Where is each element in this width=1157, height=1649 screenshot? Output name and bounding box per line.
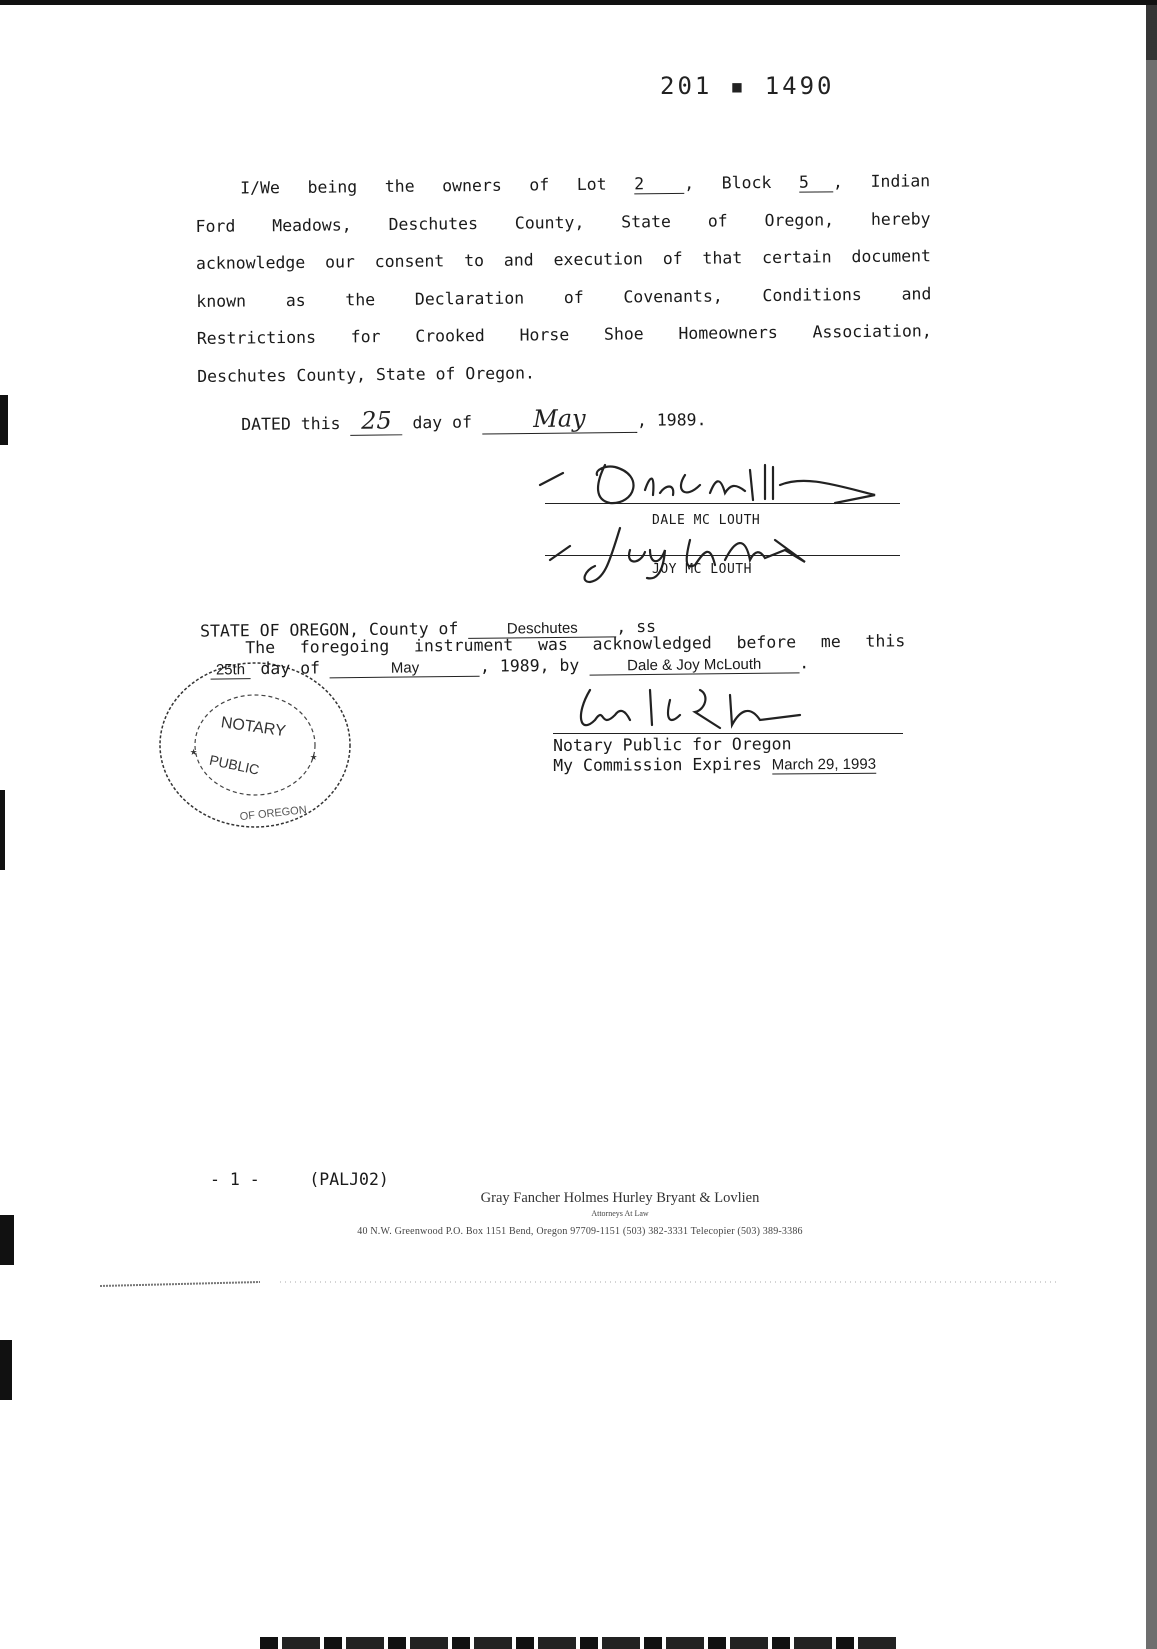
word-the: The — [245, 637, 276, 658]
body-line-2: Ford Meadows, Deschutes County, State of Oregon, hereby — [195, 208, 931, 236]
body-line-3: acknowledge our consent to and execution of that certain document — [195, 246, 932, 273]
page-footer — [210, 1170, 389, 1189]
commission-date: March 29, 1993 — [771, 755, 877, 774]
word-was: was — [537, 634, 568, 655]
ack-day-of: day of — [260, 658, 321, 679]
scan-edge-bottom — [260, 1637, 900, 1649]
page-marker: - 1 - — [210, 1170, 260, 1189]
ss-mark: , ss — [616, 616, 657, 637]
commission-line — [553, 754, 876, 777]
doc-code: (PALJ02) — [309, 1170, 389, 1189]
body-line-4: known as the Declaration of Covenants, Conditions and — [196, 283, 932, 311]
county-value: Deschutes — [468, 619, 616, 639]
seal-public-text: PUBLIC — [207, 751, 261, 778]
word-me: me — [820, 631, 841, 652]
consent-paragraph: I/We being the owners of Lot 2 , Block 5 , Indian Ford Meadows, Deschutes County, State of Oregon, hereby acknowledge our consent to and execution of that certain document known as the Declaration of Covenants, Conditions and Restrictions for Crooked Horse Shoe Homeowners Association, Deschutes County, State of Oregon. — [195, 162, 932, 395]
seal-star: ★ — [310, 749, 318, 763]
body-line-1: I/We being the owners of Lot — [240, 174, 607, 198]
word-this: this — [865, 631, 906, 651]
word-before: before — [736, 632, 797, 653]
signature-line-dale — [545, 503, 900, 504]
notary-title: Notary Public for Oregon — [553, 734, 792, 755]
firm-subtitle: Attorneys At Law — [591, 1209, 649, 1218]
firm-address: 40 N.W. Greenwood P.O. Box 1151 Bend, Oregon 97709-1151 (503) 382-3331 Telecopier (503) 389-3386 — [357, 1226, 803, 1237]
scan-speck — [0, 395, 8, 445]
signer-name-dale: DALE MC LOUTH — [652, 513, 761, 528]
ack-year-by: , 1989, by — [479, 655, 580, 676]
signature-notary — [560, 680, 860, 740]
dated-year: , 1989. — [636, 410, 707, 430]
notary-block — [553, 734, 876, 777]
ack-period: . — [799, 653, 810, 673]
dated-prefix: DATED this — [241, 413, 341, 434]
ack-month: May — [330, 659, 480, 679]
block-label: Block — [721, 172, 772, 193]
word-instrument: instrument — [413, 635, 514, 656]
scan-speck — [0, 1340, 12, 1400]
commission-prefix: My Commission Expires — [553, 754, 762, 775]
reference-number: 201 ▪ 1490 — [660, 72, 835, 100]
seal-notary-text: NOTARY — [219, 714, 287, 741]
scan-edge-top — [0, 0, 1157, 5]
dated-month: May — [482, 404, 637, 435]
firm-name: Gray Fancher Holmes Hurley Bryant & Lovlien — [480, 1190, 760, 1206]
word-foregoing: foregoing — [299, 636, 390, 657]
scan-speck — [0, 790, 5, 870]
scan-speck — [0, 1215, 14, 1265]
seal-star: ★ — [190, 744, 198, 758]
dated-day: 25 — [350, 406, 402, 436]
block-number: 5 — [799, 173, 833, 192]
acknowledgment-block — [170, 614, 940, 679]
signer-name-joy: JOY MC LOUTH — [652, 562, 752, 577]
ack-day: 25th — [210, 661, 250, 679]
lot-number: 2 — [634, 175, 684, 195]
state-prefix: STATE OF OREGON, County of — [199, 618, 459, 641]
scan-edge-right — [1146, 0, 1157, 1649]
scan-noise-row — [100, 1278, 1060, 1290]
body-line-5: Restrictions for Crooked Horse Shoe Homeowners Association, — [196, 321, 932, 348]
word-acknowledged: acknowledged — [592, 633, 712, 654]
dated-middle: day of — [412, 412, 473, 433]
indian-word: Indian — [870, 171, 931, 191]
body-line-6: Deschutes County, State of Oregon. — [197, 362, 536, 386]
seal-oregon-text: OF OREGON — [239, 804, 308, 824]
signature-line-joy — [545, 555, 900, 556]
ack-names: Dale & Joy McLouth — [589, 655, 799, 675]
signature-dale — [535, 455, 885, 515]
dated-line — [241, 403, 707, 437]
